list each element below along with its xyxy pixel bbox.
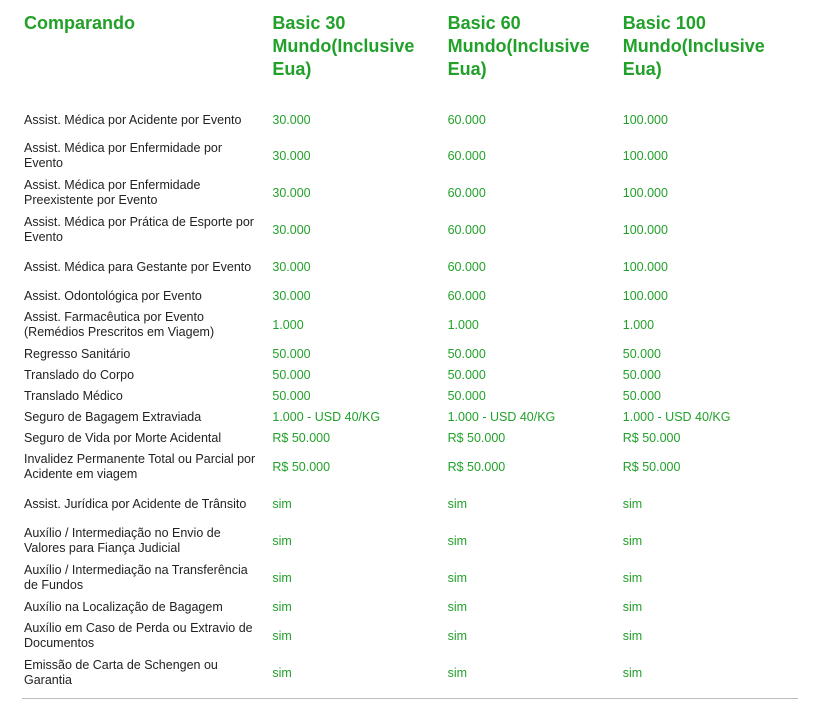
coverage-value: 100.000 bbox=[622, 288, 668, 303]
coverage-label: Assist. Médica por Enfermidade Preexistente por Evento bbox=[24, 178, 201, 207]
table-row bbox=[24, 407, 798, 428]
coverage-label: Assist. Médica por Enfermidade por Evento bbox=[24, 141, 223, 170]
coverage-value: sim bbox=[447, 665, 468, 680]
coverage-value: 1.000 bbox=[272, 317, 304, 332]
coverage-label: Regresso Sanitário bbox=[24, 346, 131, 361]
table-row bbox=[24, 597, 798, 618]
table-row bbox=[24, 428, 798, 449]
header-row bbox=[24, 12, 798, 104]
coverage-value: 60.000 bbox=[447, 148, 486, 163]
coverage-value: 30.000 bbox=[272, 113, 311, 127]
coverage-value: 30.000 bbox=[272, 185, 311, 200]
coverage-label: Translado Médico bbox=[24, 388, 123, 403]
plan-header-basic-100: Basic 100 Mundo(Inclusive Eua) bbox=[622, 13, 765, 79]
coverage-label: Assist. Jurídica por Acidente de Trânsito bbox=[24, 496, 247, 511]
coverage-value: 30.000 bbox=[272, 148, 311, 163]
coverage-label: Auxílio na Localização de Bagagem bbox=[24, 599, 223, 614]
coverage-value: sim bbox=[272, 570, 292, 585]
table-row bbox=[24, 486, 798, 523]
coverage-value: 1.000 bbox=[447, 317, 479, 332]
coverage-value: 60.000 bbox=[447, 259, 486, 274]
coverage-value: 1.000 - USD 40/KG bbox=[622, 409, 731, 424]
table-row bbox=[24, 212, 798, 249]
comparing-header: Comparando bbox=[24, 13, 136, 33]
coverage-value: 50.000 bbox=[272, 367, 311, 382]
coverage-value: 30.000 bbox=[272, 222, 311, 237]
coverage-value: 50.000 bbox=[447, 346, 486, 361]
coverage-value: 100.000 bbox=[622, 113, 668, 127]
coverage-value: R$ 50.000 bbox=[447, 430, 506, 445]
table-row bbox=[24, 175, 798, 212]
coverage-value: 60.000 bbox=[447, 185, 486, 200]
coverage-value: R$ 50.000 bbox=[622, 430, 681, 445]
coverage-value: sim bbox=[447, 496, 468, 511]
table-row bbox=[24, 386, 798, 407]
coverage-value: 30.000 bbox=[272, 288, 311, 303]
comparison-container bbox=[24, 12, 798, 692]
coverage-value: sim bbox=[622, 665, 643, 680]
bottom-divider bbox=[22, 698, 798, 699]
coverage-label: Assist. Médica para Gestante por Evento bbox=[24, 259, 252, 274]
coverage-value: sim bbox=[272, 533, 292, 548]
table-row bbox=[24, 307, 798, 344]
coverage-value: 60.000 bbox=[447, 222, 486, 237]
coverage-value: 50.000 bbox=[272, 346, 311, 361]
coverage-value: sim bbox=[622, 533, 643, 548]
coverage-value: R$ 50.000 bbox=[272, 430, 331, 445]
coverage-value: sim bbox=[272, 628, 292, 643]
coverage-label: Emissão de Carta de Schengen ou Garantia bbox=[24, 658, 218, 687]
coverage-label: Seguro de Vida por Morte Acidental bbox=[24, 430, 222, 445]
coverage-value: 100.000 bbox=[622, 148, 668, 163]
coverage-value: 1.000 bbox=[622, 317, 655, 332]
coverage-value: 1.000 - USD 40/KG bbox=[447, 409, 556, 424]
coverage-value: 30.000 bbox=[272, 259, 311, 274]
coverage-label: Invalidez Permanente Total ou Parcial por Acidente em viagem bbox=[24, 452, 256, 481]
coverage-value: sim bbox=[622, 496, 643, 511]
table-row bbox=[24, 655, 798, 692]
table-row bbox=[24, 523, 798, 560]
coverage-value: sim bbox=[622, 570, 643, 585]
coverage-value: 50.000 bbox=[447, 388, 486, 403]
coverage-label: Assist. Odontológica por Evento bbox=[24, 288, 202, 303]
coverage-value: 60.000 bbox=[447, 288, 486, 303]
coverage-value: sim bbox=[447, 599, 468, 614]
table-row bbox=[24, 365, 798, 386]
coverage-value: sim bbox=[447, 533, 468, 548]
coverage-label: Auxílio em Caso de Perda ou Extravio de Documentos bbox=[24, 621, 253, 650]
coverage-label: Assist. Médica por Prática de Esporte por Evento bbox=[24, 215, 254, 244]
coverage-label: Auxílio / Intermediação na Transferência de Fundos bbox=[24, 563, 248, 592]
coverage-value: 50.000 bbox=[622, 388, 662, 403]
coverage-value: 100.000 bbox=[622, 185, 668, 200]
coverage-label: Seguro de Bagagem Extraviada bbox=[24, 409, 202, 424]
coverage-value: 50.000 bbox=[622, 367, 662, 382]
coverage-value: 60.000 bbox=[447, 113, 486, 127]
table-row bbox=[24, 344, 798, 365]
coverage-value: sim bbox=[622, 599, 643, 614]
coverage-label: Assist. Médica por Acidente por Evento bbox=[24, 113, 242, 127]
coverage-label: Translado do Corpo bbox=[24, 367, 135, 382]
coverage-value: sim bbox=[272, 665, 292, 680]
coverage-value: sim bbox=[272, 599, 292, 614]
coverage-value: R$ 50.000 bbox=[622, 459, 681, 474]
coverage-value: sim bbox=[447, 570, 468, 585]
table-row bbox=[24, 138, 798, 175]
coverage-value: 100.000 bbox=[622, 259, 668, 274]
table-row bbox=[24, 560, 798, 597]
coverage-value: sim bbox=[447, 628, 468, 643]
coverage-value: sim bbox=[272, 496, 292, 511]
table-row bbox=[24, 449, 798, 486]
coverage-value: R$ 50.000 bbox=[272, 459, 331, 474]
table-row bbox=[24, 618, 798, 655]
coverage-value: R$ 50.000 bbox=[447, 459, 506, 474]
coverage-value: 50.000 bbox=[272, 388, 311, 403]
coverage-label: Auxílio / Intermediação no Envio de Valores para Fiança Judicial bbox=[24, 526, 221, 555]
plan-header-basic-60: Basic 60 Mundo(Inclusive Eua) bbox=[447, 13, 590, 79]
coverage-label: Assist. Farmacêutica por Evento (Remédios Prescritos em Viagem) bbox=[24, 310, 215, 339]
coverage-value: sim bbox=[622, 628, 643, 643]
table-row bbox=[24, 286, 798, 307]
plan-comparison-table bbox=[24, 12, 798, 692]
coverage-value: 1.000 - USD 40/KG bbox=[272, 409, 381, 424]
coverage-value: 100.000 bbox=[622, 222, 668, 237]
table-row bbox=[24, 249, 798, 286]
coverage-value: 50.000 bbox=[447, 367, 486, 382]
coverage-value: 50.000 bbox=[622, 346, 662, 361]
comparison-rows bbox=[24, 104, 798, 692]
plan-header-basic-30: Basic 30 Mundo(Inclusive Eua) bbox=[272, 13, 415, 79]
table-row bbox=[24, 104, 798, 138]
